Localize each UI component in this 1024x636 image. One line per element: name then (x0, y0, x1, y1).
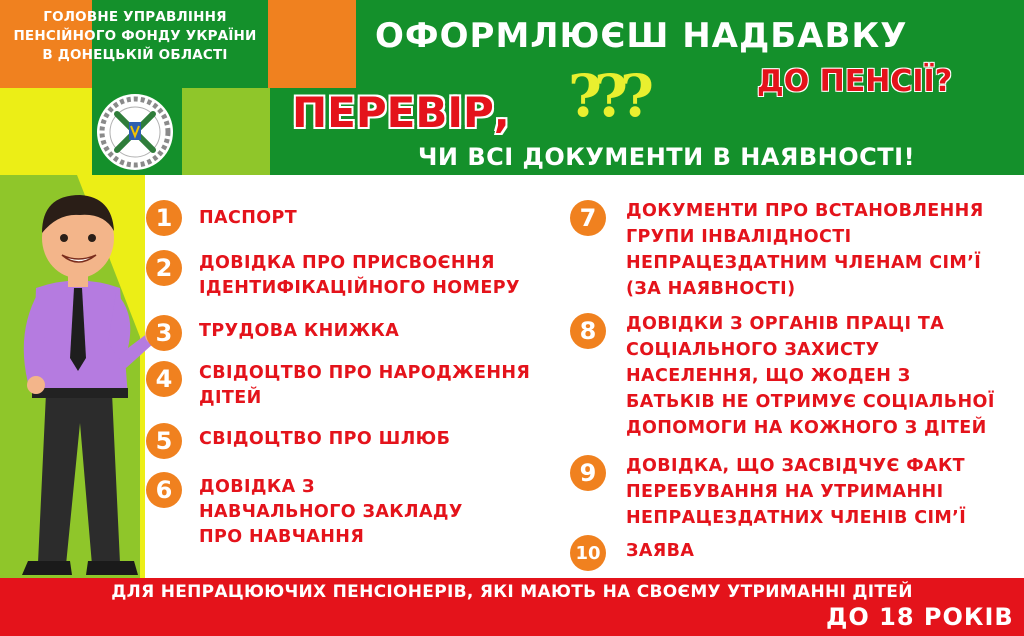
question-marks: ??? (568, 62, 646, 130)
orange-square-top-right (268, 0, 356, 88)
yellow-square-left (0, 88, 92, 175)
item-number: 5 (146, 423, 182, 459)
check-subheading: ЧИ ВСІ ДОКУМЕНТИ В НАЯВНОСТІ! (418, 143, 916, 171)
item-number: 3 (146, 315, 182, 351)
list-item (570, 313, 995, 441)
item-text: ДОВІДКА З НАВЧАЛЬНОГО ЗАКЛАДУ ПРО НАВЧАННЯ (199, 477, 463, 547)
list-item (146, 200, 297, 236)
footer-line2: ДО 18 РОКІВ (826, 603, 1014, 631)
item-text: ТРУДОВА КНИЖКА (199, 321, 400, 341)
list-item (146, 361, 530, 411)
item-number: 1 (146, 200, 182, 236)
item-number: 8 (570, 313, 606, 349)
businessman-presenting-icon (8, 183, 168, 578)
item-text: ДОВІДКА, ЩО ЗАСВІДЧУЄ ФАКТ ПЕРЕБУВАННЯ НА УТРИМАННІ НЕПРАЦЕЗДАТНИХ ЧЛЕНІВ СІМ’Ї (626, 456, 967, 528)
item-number: 7 (570, 200, 606, 236)
list-item (146, 472, 463, 550)
list-item (146, 423, 450, 459)
item-number: 2 (146, 250, 182, 286)
item-text: СВІДОЦТВО ПРО ШЛЮБ (199, 429, 451, 449)
item-number: 6 (146, 472, 182, 508)
item-text: ДОВІДКА ПРО ПРИСВОЄННЯ ІДЕНТИФІКАЦІЙНОГО НОМЕРУ (199, 253, 520, 298)
organization-title: ГОЛОВНЕ УПРАВЛІННЯ ПЕНСІЙНОГО ФОНДУ УКРАЇНИ В ДОНЕЦЬКІЙ ОБЛАСТІ (13, 9, 257, 63)
item-number: 4 (146, 361, 182, 397)
list-item (570, 455, 966, 531)
item-text: ПАСПОРТ (199, 208, 298, 228)
headline-line2: ДО ПЕНСІЇ? (757, 64, 953, 99)
item-number: 9 (570, 455, 606, 491)
headline-line1: ОФОРМЛЮЄШ НАДБАВКУ (375, 16, 908, 56)
footer-line1: ДЛЯ НЕПРАЦЮЮЧИХ ПЕНСІОНЕРІВ, ЯКІ МАЮТЬ НА СВОЄМУ УТРИМАННІ ДІТЕЙ (111, 582, 913, 602)
item-text: ДОВІДКИ З ОРГАНІВ ПРАЦІ ТА СОЦІАЛЬНОГО ЗАХИСТУ НАСЕЛЕННЯ, ЩО ЖОДЕН З БАТЬКІВ НЕ ОТРИМУЄ СОЦІАЛЬНОЇ ДОПОМОГИ НА КОЖНОГО З ДІТЕЙ (626, 314, 995, 438)
item-text: СВІДОЦТВО ПРО НАРОДЖЕННЯ ДІТЕЙ (199, 363, 531, 408)
item-number: 10 (570, 535, 606, 571)
item-text: ДОКУМЕНТИ ПРО ВСТАНОВЛЕННЯ ГРУПИ ІНВАЛІДНОСТІ НЕПРАЦЕЗДАТНИМ ЧЛЕНАМ СІМ’Ї (ЗА НАЯВНОСТІ) (626, 201, 984, 299)
list-item (570, 535, 694, 571)
check-heading: ПЕРЕВІР, (292, 88, 510, 137)
item-text: ЗАЯВА (626, 541, 695, 561)
lime-square-right (182, 88, 270, 175)
list-item (570, 200, 984, 302)
list-item (146, 315, 399, 351)
pension-fund-emblem-icon (92, 92, 178, 172)
list-item (146, 250, 520, 301)
